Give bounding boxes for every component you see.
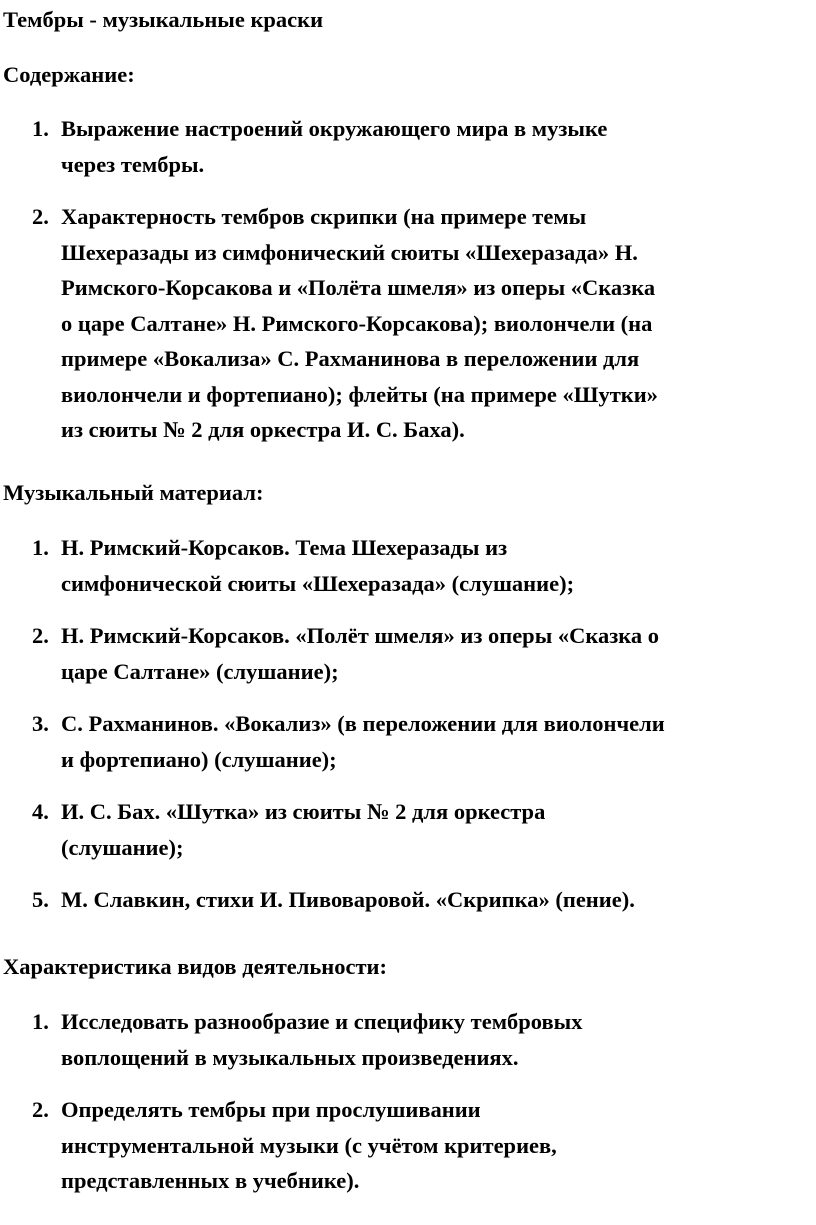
activity-list [0,1004,816,1199]
list-line: через тембры. [61,151,205,177]
list-number: 4. [32,799,49,824]
list-line: Римского-Корсакова и «Полёта шмеля» из оперы «Сказка [61,275,656,300]
list-line: С. Рахманинов. «Вокализ» (в переложении для виолончели [61,711,665,736]
list-line: Исследовать разнообразие и специфику тембровых [61,1009,583,1034]
list-number: 1. [32,116,49,141]
content-list [0,111,816,448]
activity-heading: Характеристика видов деятельности: [3,954,388,979]
material-list [0,530,816,918]
activity-item-2 [0,1092,816,1199]
page-title: Тембры - музыкальные краски [3,7,324,32]
material-item-1 [0,530,816,601]
material-item-2 [0,618,816,689]
list-line: примере «Вокализа» С. Рахманинова в переложении для [61,346,640,371]
list-line: И. С. Бах. «Шутка» из сюиты № 2 для оркестра [61,799,546,824]
list-line: Определять тембры при прослушивании [61,1097,481,1122]
list-line: Характерность тембров скрипки (на примере темы [61,204,587,229]
list-number: 1. [32,1009,49,1034]
list-number: 3. [32,711,49,736]
list-number: 2. [32,623,49,648]
list-line: из сюиты № 2 для оркестра И. С. Баха). [61,417,465,442]
list-line: о царе Салтане» Н. Римского-Корсакова); виолончели (на [61,310,653,336]
list-line: и фортепиано) (слушание); [61,746,337,772]
list-line: Выражение настроений окружающего мира в музыке [61,116,608,141]
list-line: виолончели и фортепиано); флейты (на примере «Шутки» [61,381,658,407]
material-item-4 [0,794,816,865]
list-line: М. Славкин, стихи И. Пивоваровой. «Скрипка» (пение). [61,887,635,912]
list-line: царе Салтане» (слушание); [61,658,339,684]
list-number: 2. [32,1097,49,1122]
activity-item-1 [0,1004,816,1075]
list-line: Н. Римский-Корсаков. «Полёт шмеля» из оперы «Сказка о [61,623,660,648]
list-number: 1. [32,535,49,560]
content-item-2 [0,199,816,448]
list-line: представленных в учебнике). [61,1168,360,1193]
list-line: (слушание); [61,834,184,860]
list-line: Н. Римский-Корсаков. Тема Шехеразады из [61,535,508,560]
content-heading: Содержание: [3,62,135,87]
list-line: симфонической сюиты «Шехеразада» (слушание); [61,570,575,596]
list-line: инструментальной музыки (с учётом критериев, [61,1132,557,1158]
material-item-3 [0,706,816,777]
list-line: воплощений в музыкальных произведениях. [61,1044,519,1070]
list-number: 2. [32,204,49,229]
material-heading: Музыкальный материал: [3,480,264,505]
content-item-1 [0,111,816,182]
list-line: Шехеразады из симфонический сюиты «Шехеразада» Н. [61,239,638,265]
material-item-5 [0,882,816,918]
list-number: 5. [32,887,49,912]
